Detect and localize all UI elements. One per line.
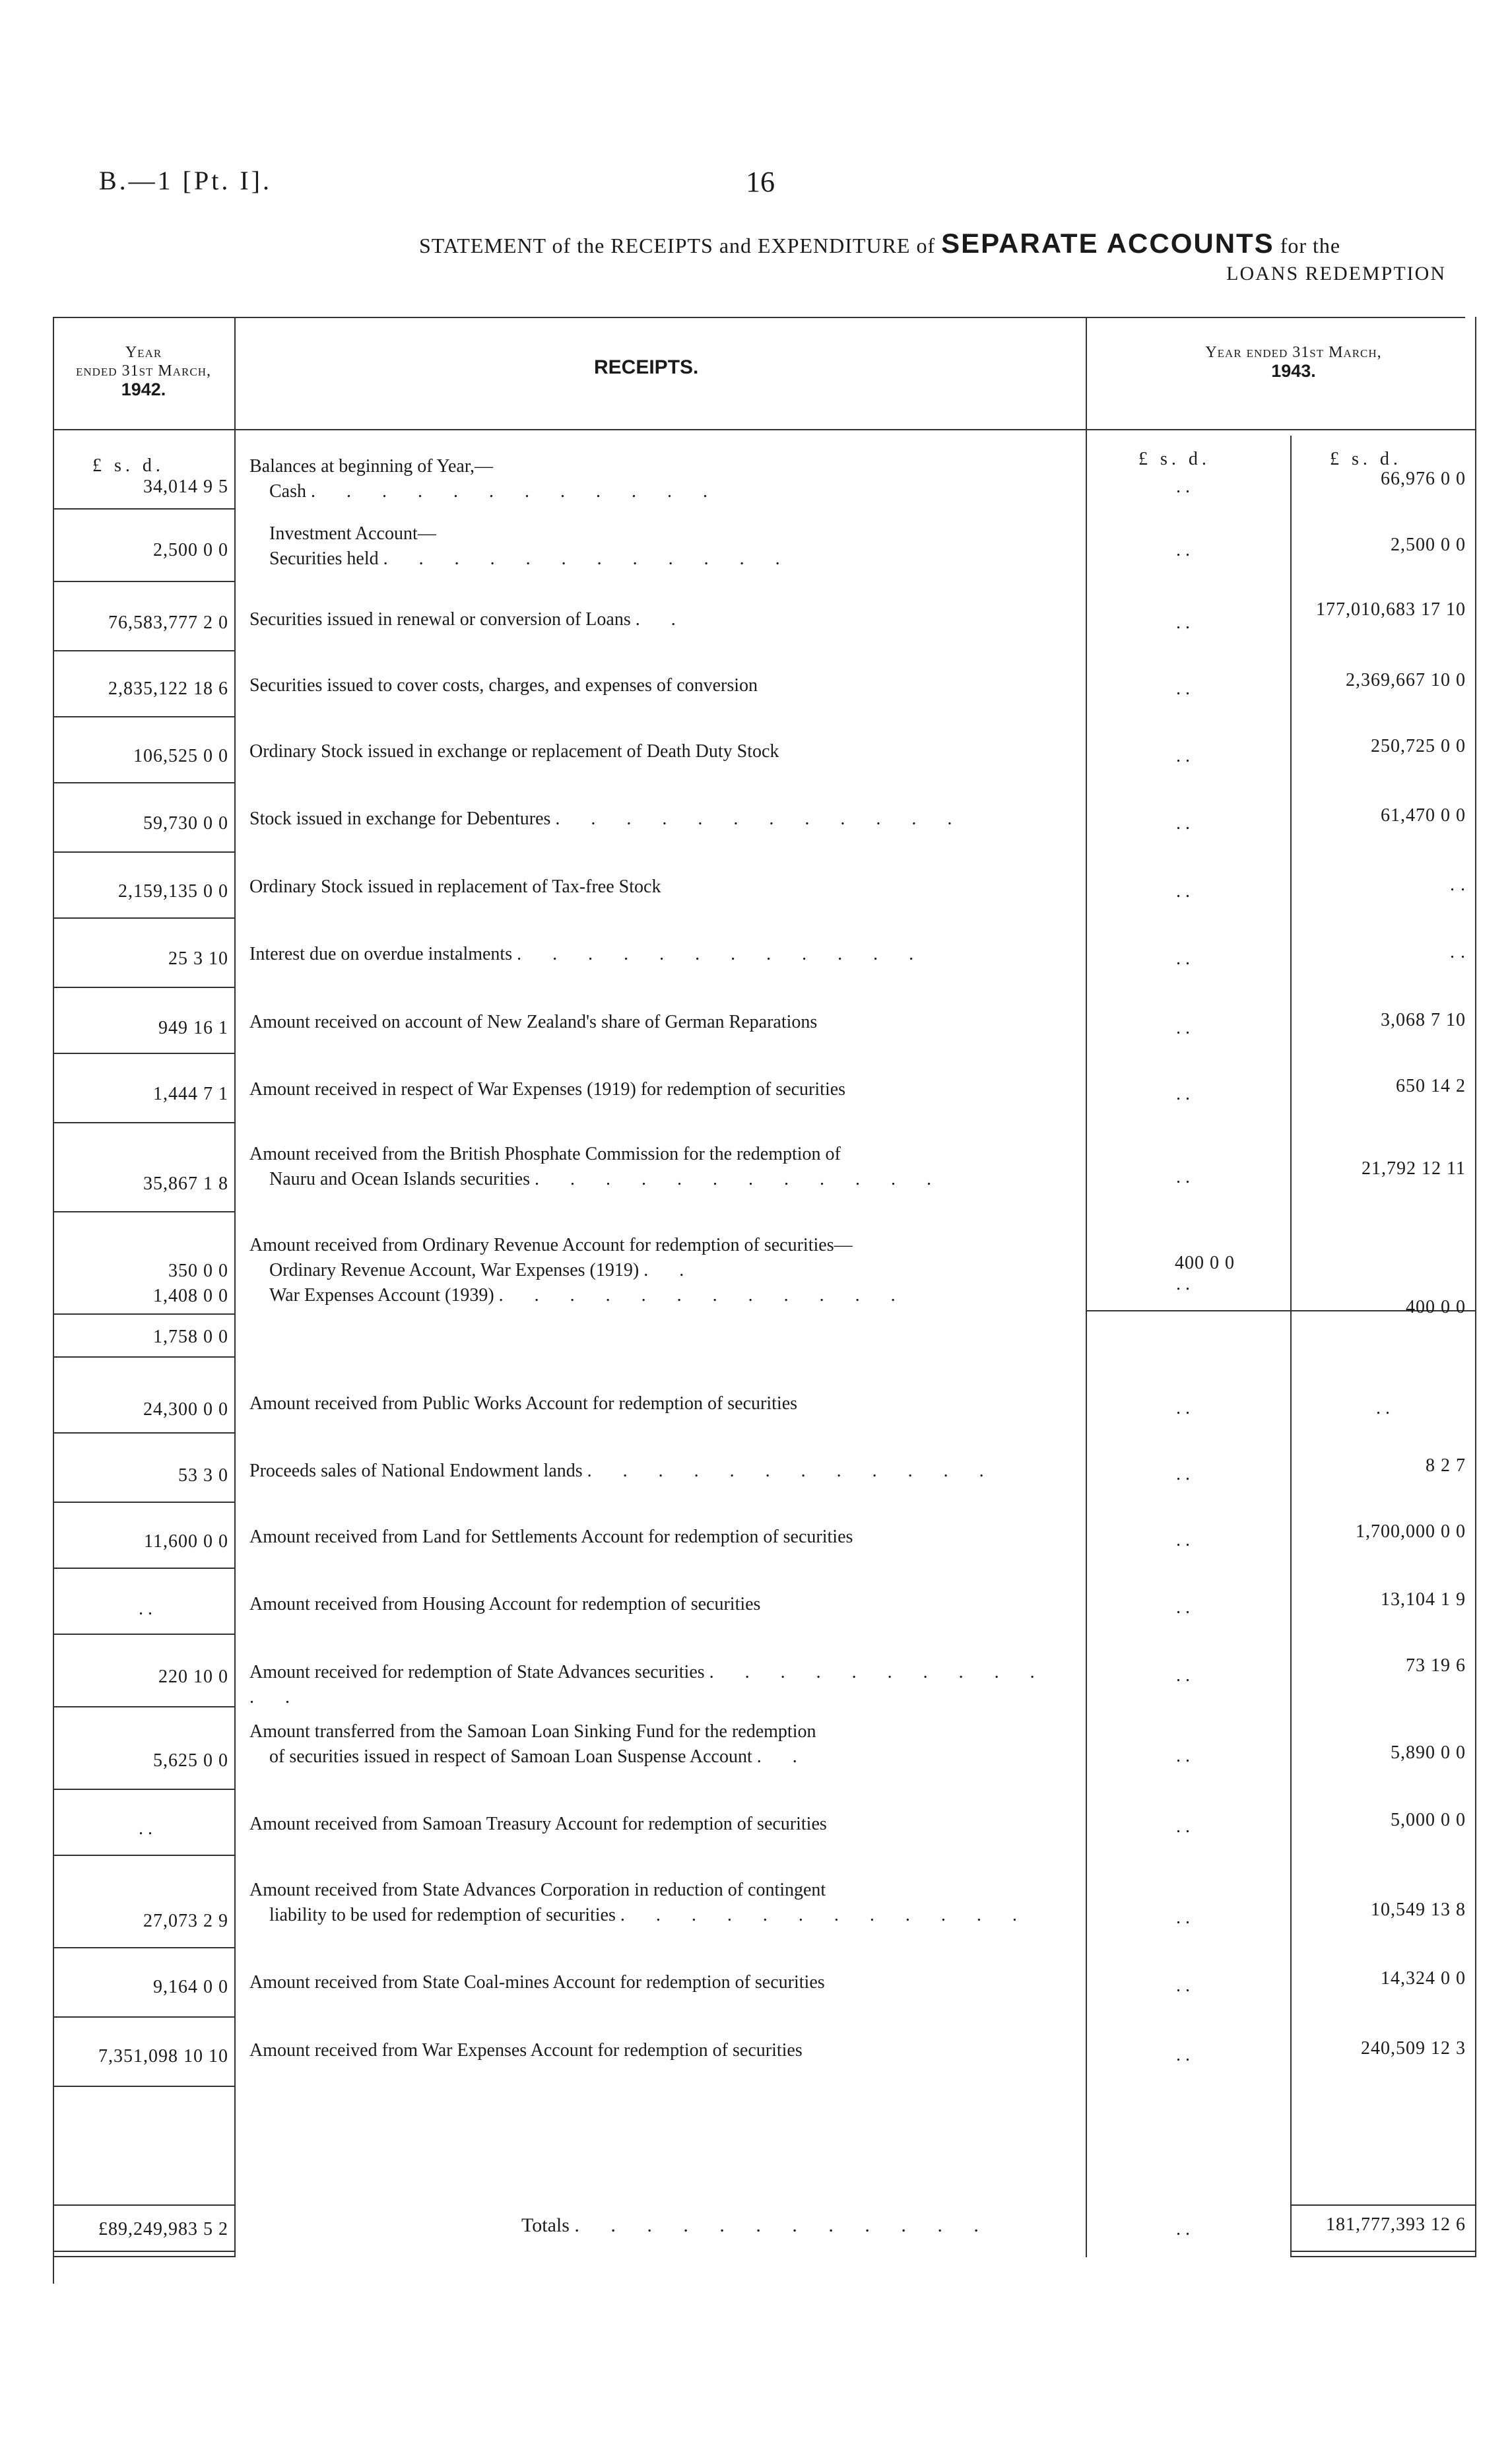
receipts-header: RECEIPTS. [594, 356, 699, 378]
row-16-detail: . . [1176, 1665, 1190, 1686]
table-left-rule [53, 317, 54, 2284]
row-13-desc: Proceeds sales of National Endowment lands . . . . . . . . . . . . [249, 1461, 997, 1481]
row-12-curr: . . [1376, 1398, 1390, 1418]
row-rule [53, 2016, 234, 2018]
row-14-curr: 1,700,000 0 0 [1356, 1521, 1466, 1542]
prev-year-header: Year ended 31st March, 1942. [75, 344, 211, 399]
row-7-curr: . . [1450, 942, 1466, 962]
row-12-detail: . . [1176, 1398, 1190, 1418]
row-17-prev: 5,625 0 0 [153, 1750, 228, 1771]
row-20-curr: 14,324 0 0 [1381, 1968, 1466, 1989]
totals-top-rule [53, 2204, 234, 2206]
row-0-detail: . . [1176, 477, 1190, 497]
row-20-detail: . . [1176, 1975, 1190, 1996]
row-6-detail: . . [1176, 881, 1190, 902]
row-16-desc: Amount received for redemption of State Advances securities . . . . . . . . . . . . [249, 1662, 1048, 1707]
row-1-detail: . . [1176, 540, 1190, 560]
row-4-curr: 250,725 0 0 [1371, 736, 1466, 756]
row-rule [53, 1502, 234, 1503]
row-4-detail: . . [1176, 746, 1190, 766]
totals-bottom-rule-right-double [1290, 2256, 1475, 2257]
receipts-col-rule [1086, 317, 1087, 2257]
row-2-prev: 76,583,777 2 0 [108, 612, 228, 633]
row-20-desc: Amount received from State Coal-mines Account for redemption of securities [249, 1972, 825, 1993]
row-17-curr: 5,890 0 0 [1391, 1742, 1466, 1763]
totals-bottom-rule-right [1290, 2251, 1475, 2252]
prev-units-label: £ s. d. [92, 455, 164, 476]
totals-curr: 181,777,393 12 6 [1326, 2214, 1466, 2235]
row-2-curr: 177,010,683 17 10 [1316, 599, 1466, 620]
row-rule [53, 1313, 234, 1315]
table-top-rule [53, 317, 1465, 318]
totals-bottom-rule-double [53, 2256, 234, 2257]
row-2-detail: . . [1176, 612, 1190, 633]
row-9-prev: 1,444 7 1 [153, 1084, 228, 1104]
row-7-desc: Interest due on overdue instalments . . . . . . . . . . . . [249, 944, 927, 964]
row-11-detail-b: . . [1176, 1274, 1190, 1294]
curr-units-label: £ s. d. [1330, 449, 1402, 469]
row-rule [53, 716, 234, 717]
row-19-prev: 27,073 2 9 [143, 1911, 228, 1931]
row-rule [53, 2086, 234, 2087]
row-10-prev: 35,867 1 8 [143, 1174, 228, 1194]
row-12-desc: Amount received from Public Works Account for redemption of securities [249, 1393, 798, 1414]
statement-subtitle: LOANS REDEMPTION [1226, 263, 1446, 284]
row-13-detail: . . [1176, 1464, 1190, 1484]
row-8-curr: 3,068 7 10 [1381, 1010, 1466, 1030]
row-6-desc: Ordinary Stock issued in replacement of Tax-free Stock [249, 877, 661, 897]
title-main: SEPARATE ACCOUNTS [941, 228, 1274, 259]
row-14-desc: Amount received from Land for Settlements Account for redemption of securities [249, 1527, 853, 1547]
row-1-curr: 2,500 0 0 [1391, 535, 1466, 555]
row-rule [53, 508, 234, 510]
row-15-desc: Amount received from Housing Account for redemption of securities [249, 1594, 761, 1614]
row-21-detail: . . [1176, 2045, 1190, 2065]
row-rule [53, 851, 234, 853]
row-rule [53, 581, 234, 582]
row-3-prev: 2,835,122 18 6 [108, 678, 228, 699]
row-8-desc: Amount received on account of New Zealand's share of German Reparations [249, 1012, 818, 1032]
row-17-detail: . . [1176, 1746, 1190, 1766]
row-rule [53, 987, 234, 988]
row-5-desc: Stock issued in exchange for Debentures . . . . . . . . . . . . [249, 809, 966, 829]
row-9-curr: 650 14 2 [1396, 1076, 1466, 1096]
header-bottom-rule [53, 429, 1475, 430]
detail-units-label: £ s. d. [1138, 449, 1210, 469]
row-3-curr: 2,369,667 10 0 [1346, 670, 1466, 690]
row-rule [53, 1568, 234, 1569]
page-number: 16 [746, 166, 775, 198]
row-21-desc: Amount received from War Expenses Account for redemption of securities [249, 2040, 803, 2061]
row-18-prev: . . [139, 1818, 152, 1839]
row-rule [53, 1855, 234, 1856]
row-21-curr: 240,509 12 3 [1361, 2038, 1466, 2059]
row-rule [53, 1211, 234, 1212]
row-7-prev: 25 3 10 [168, 948, 228, 969]
row-10-curr: 21,792 12 11 [1362, 1158, 1466, 1179]
row-rule [53, 1432, 234, 1434]
row-21-prev: 7,351,098 10 10 [98, 2046, 228, 2067]
row-8-prev: 949 16 1 [158, 1018, 228, 1038]
row-15-detail: . . [1176, 1597, 1190, 1618]
row-4-desc: Ordinary Stock issued in exchange or replacement of Death Duty Stock [249, 741, 779, 762]
row-rule [53, 1634, 234, 1635]
row-rule [53, 1947, 234, 1948]
title-suffix: for the [1280, 234, 1341, 257]
row-6-prev: 2,159,135 0 0 [118, 881, 228, 902]
curr-year-header: Year ended 31st March, 1943. [1205, 344, 1382, 381]
prev-col-rule [234, 317, 236, 2257]
detail-col-rule [1290, 436, 1292, 2257]
row-13-prev: 53 3 0 [178, 1465, 228, 1486]
row-20-prev: 9,164 0 0 [153, 1977, 228, 1997]
row-13-curr: 8 2 7 [1426, 1455, 1466, 1476]
row-7-detail: . . [1176, 948, 1190, 969]
row-5-prev: 59,730 0 0 [143, 813, 228, 834]
row-0-desc: Balances at beginning of Year,— Cash . . . . . . . . . . . . [249, 456, 721, 502]
totals-bottom-rule [53, 2251, 234, 2252]
row-11-prev-b: 1,408 0 0 [153, 1286, 228, 1306]
row-11-prev-a: 350 0 0 [168, 1261, 228, 1281]
row-2-desc: Securities issued in renewal or conversion of Loans . . [249, 609, 689, 630]
row-11-detail-a: 400 0 0 [1175, 1253, 1235, 1273]
row-6-curr: . . [1450, 875, 1466, 895]
row-11-prev-sum: 1,758 0 0 [153, 1327, 228, 1347]
row-15-prev: . . [139, 1599, 152, 1619]
row-19-detail: . . [1176, 1907, 1190, 1928]
row-9-detail: . . [1176, 1084, 1190, 1104]
totals-detail: . . [1176, 2219, 1190, 2239]
row-rule [53, 1789, 234, 1790]
row-11-curr: 400 0 0 [1406, 1297, 1466, 1317]
totals-label: Totals . . . . . . . . . . . . [521, 2214, 992, 2236]
row-3-desc: Securities issued to cover costs, charges, and expenses of conversion [249, 675, 758, 696]
row-14-detail: . . [1176, 1530, 1190, 1550]
row-5-detail: . . [1176, 813, 1190, 834]
row-10-desc: Amount received from the British Phosphate Commission for the redemption of Nauru and Ocean Islands securities . . . . . . . . . . . . [249, 1144, 944, 1189]
title-prefix: STATEMENT of the RECEIPTS and EXPENDITURE of [419, 234, 936, 257]
row-16-curr: 73 19 6 [1406, 1655, 1466, 1676]
row-16-prev: 220 10 0 [158, 1667, 228, 1687]
row-rule [53, 1053, 234, 1054]
document-reference: B.—1 [Pt. I]. [99, 166, 272, 195]
row-18-curr: 5,000 0 0 [1391, 1810, 1466, 1830]
row-10-detail: . . [1176, 1167, 1190, 1187]
row-1-desc: Investment Account— Securities held . . . . . . . . . . . . [269, 523, 793, 569]
row-0-curr: 66,976 0 0 [1381, 469, 1466, 489]
row-11-desc: Amount received from Ordinary Revenue Account for redemption of securities— Ordinary Revenue Account, War Expenses (1919) . . War Expenses Account (1939) . . . . . . . . . . . . [249, 1235, 909, 1306]
row-rule [53, 1122, 234, 1123]
row-12-prev: 24,300 0 0 [143, 1399, 228, 1420]
row-0-prev: 34,014 9 5 [143, 477, 228, 497]
row-rule [53, 1356, 234, 1358]
table-right-rule [1475, 317, 1476, 2257]
row-17-desc: Amount transferred from the Samoan Loan Sinking Fund for the redemption of securities issued in respect of Samoan Loan Suspense Account . . [249, 1721, 816, 1767]
row-4-prev: 106,525 0 0 [133, 746, 228, 766]
totals-top-rule-right [1290, 2204, 1475, 2206]
row-rule [53, 917, 234, 919]
row-5-curr: 61,470 0 0 [1381, 805, 1466, 826]
row-3-detail: . . [1176, 678, 1190, 699]
row-18-detail: . . [1176, 1816, 1190, 1837]
row-1-prev: 2,500 0 0 [153, 540, 228, 560]
row-19-curr: 10,549 13 8 [1371, 1900, 1466, 1920]
row-15-curr: 13,104 1 9 [1381, 1589, 1466, 1610]
totals-prev: £89,249,983 5 2 [98, 2219, 228, 2239]
row-8-detail: . . [1176, 1018, 1190, 1038]
row-rule [53, 650, 234, 651]
row-rule [53, 1706, 234, 1707]
row-18-desc: Amount received from Samoan Treasury Account for redemption of securities [249, 1814, 827, 1834]
row-9-desc: Amount received in respect of War Expenses (1919) for redemption of securities [249, 1079, 846, 1100]
statement-title [419, 228, 1340, 259]
row-rule [53, 782, 234, 783]
row-14-prev: 11,600 0 0 [144, 1531, 228, 1552]
row-19-desc: Amount received from State Advances Corporation in reduction of contingent liability to be used for redemption of securities . . . . . . . . . . . . [249, 1880, 1030, 1925]
